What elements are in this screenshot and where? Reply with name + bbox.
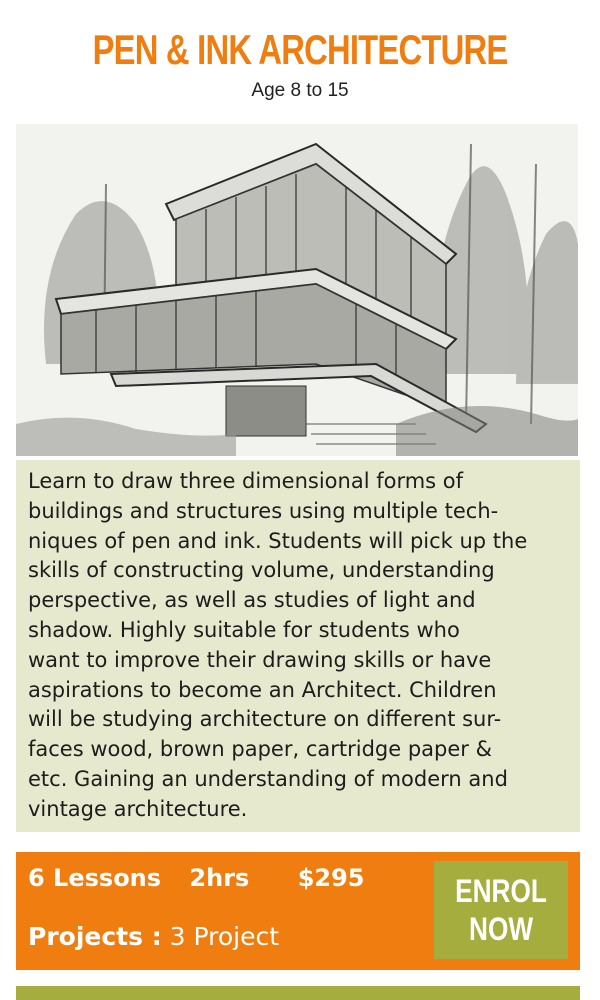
- enrol-label-line1: ENROL: [455, 873, 547, 909]
- projects-info: [28, 922, 279, 951]
- description-line: aspirations to become an Architect. Children: [28, 677, 497, 702]
- age-range: Age 8 to 15: [251, 80, 349, 101]
- lesson-count: 6 Lessons: [28, 864, 162, 892]
- projects-value: 3 Project: [169, 922, 280, 951]
- projects-label: Projects :: [28, 922, 162, 951]
- architecture-sketch-image: [16, 124, 578, 456]
- course-meta: [28, 864, 364, 892]
- description-line: skills of constructing volume, understanding: [28, 558, 495, 583]
- course-price: $295: [297, 864, 365, 892]
- enrol-now-button[interactable]: [434, 861, 568, 959]
- description-line: vintage architecture.: [28, 796, 248, 821]
- enrol-label-line2: NOW: [468, 911, 534, 947]
- description-line: Learn to draw three dimensional forms of: [28, 469, 464, 493]
- description-line: niques of pen and ink. Students will pick up the: [28, 528, 528, 553]
- description-line: will be studying architecture on different sur-: [28, 707, 502, 732]
- page-title: PEN & INK ARCHITECTURE: [92, 26, 508, 73]
- description-line: buildings and structures using multiple tech-: [28, 498, 499, 523]
- description-line: etc. Gaining an understanding of modern and: [28, 766, 508, 791]
- description-line: shadow. Highly suitable for students who: [28, 617, 460, 642]
- course-description: [16, 460, 580, 832]
- course-info-banner: [16, 852, 580, 970]
- description-line: want to improve their drawing skills or have: [28, 647, 492, 672]
- description-line: faces wood, brown paper, cartridge paper &: [28, 737, 492, 762]
- description-line: perspective, as well as studies of light and: [28, 588, 476, 613]
- lesson-duration: 2hrs: [189, 864, 250, 892]
- bottom-accent-bar: [16, 986, 580, 1000]
